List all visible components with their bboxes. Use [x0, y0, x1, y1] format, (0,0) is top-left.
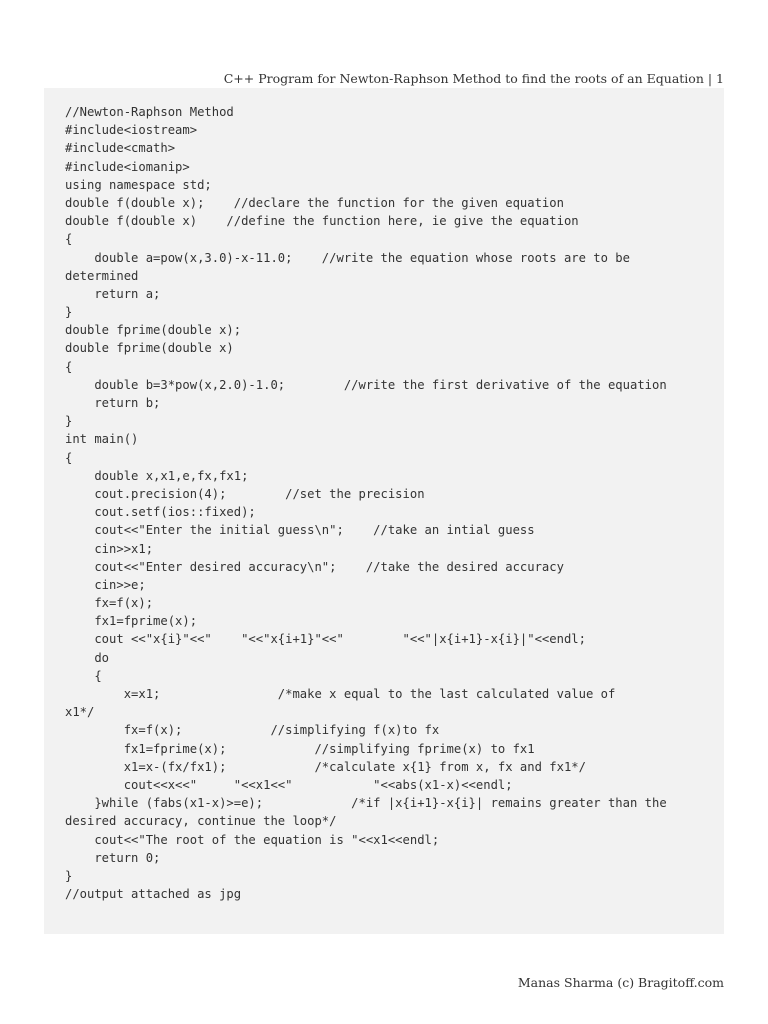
code-line: #include<iomanip> — [65, 159, 190, 174]
code-line: } — [65, 305, 73, 320]
code-line: double x,x1,e,fx,fx1; — [65, 468, 249, 483]
code-line: cin>>x1; — [65, 541, 154, 556]
code-line: double b=3*pow(x,2.0)-1.0; //write the first derivative of the equation — [65, 377, 667, 392]
code-line: x1=x-(fx/fx1); /*calculate x{1} from x, fx and fx1*/ — [65, 759, 586, 774]
code-line: cin>>e; — [65, 577, 146, 592]
code-line: #include<iostream> — [65, 123, 198, 138]
code-line: fx=f(x); //simplifying f(x)to fx — [65, 723, 440, 738]
code-line: { — [65, 359, 73, 374]
code-line: cout <<"x{i}"<<" "<<"x{i+1}"<<" "<<"|x{i+1}-x{i}|"<<endl; — [65, 632, 586, 647]
code-line: return b; — [65, 396, 161, 410]
code-line: cout.setf(ios::fixed); — [65, 505, 256, 520]
code-line: double fprime(double x) — [65, 341, 234, 356]
code-line: int main() — [65, 432, 139, 447]
code-line: cout<<"Enter desired accuracy\n"; //take the desired accuracy — [65, 559, 564, 574]
code-line: double fprime(double x); — [65, 323, 242, 338]
code-line: cout<<"Enter the initial guess\n"; //take an intial guess — [65, 523, 535, 538]
code-line: fx=f(x); — [65, 596, 154, 611]
code-line: return a; — [65, 286, 161, 301]
code-line: } — [65, 414, 73, 429]
code-line: { — [65, 232, 73, 247]
code-line: fx1=fprime(x); //simplifying fprime(x) to fx1 — [65, 741, 535, 756]
page-header: C++ Program for Newton-Raphson Method to find the roots of an Equation | 1 — [223, 71, 724, 86]
code-line: cout.precision(4); //set the precision — [65, 486, 425, 501]
code-line: double f(double x); //declare the function for the given equation — [65, 195, 564, 210]
page-footer: Manas Sharma (c) Bragitoff.com — [517, 975, 724, 990]
code-line: determined — [65, 268, 139, 283]
code-line: x1*/ — [65, 705, 95, 720]
code-line: using namespace std; — [65, 177, 212, 192]
code-line: } — [65, 868, 73, 883]
code-line: double a=pow(x,3.0)-x-11.0; //write the equation whose roots are to be — [65, 250, 630, 265]
code-block — [44, 88, 724, 934]
code-line: fx1=fprime(x); — [65, 614, 198, 629]
code-line: //Newton-Raphson Method — [65, 105, 234, 119]
code-line: do — [65, 650, 110, 665]
code-line: cout<<x<<" "<<x1<<" "<<abs(x1-x)<<endl; — [65, 777, 513, 792]
code-line: { — [65, 668, 102, 683]
code-listing — [65, 103, 715, 903]
code-line: //output attached as jpg — [65, 887, 242, 902]
code-line: desired accuracy, continue the loop*/ — [65, 814, 337, 829]
code-line: }while (fabs(x1-x)>=e); /*if |x{i+1}-x{i}| remains greater than the — [65, 796, 667, 811]
code-line: #include<cmath> — [65, 141, 176, 156]
code-line: double f(double x) //define the function here, ie give the equation — [65, 214, 579, 229]
code-line: cout<<"The root of the equation is "<<x1<<endl; — [65, 832, 440, 847]
code-line: return 0; — [65, 850, 161, 865]
code-line: { — [65, 450, 73, 465]
code-line: x=x1; /*make x equal to the last calculated value of — [65, 687, 616, 701]
